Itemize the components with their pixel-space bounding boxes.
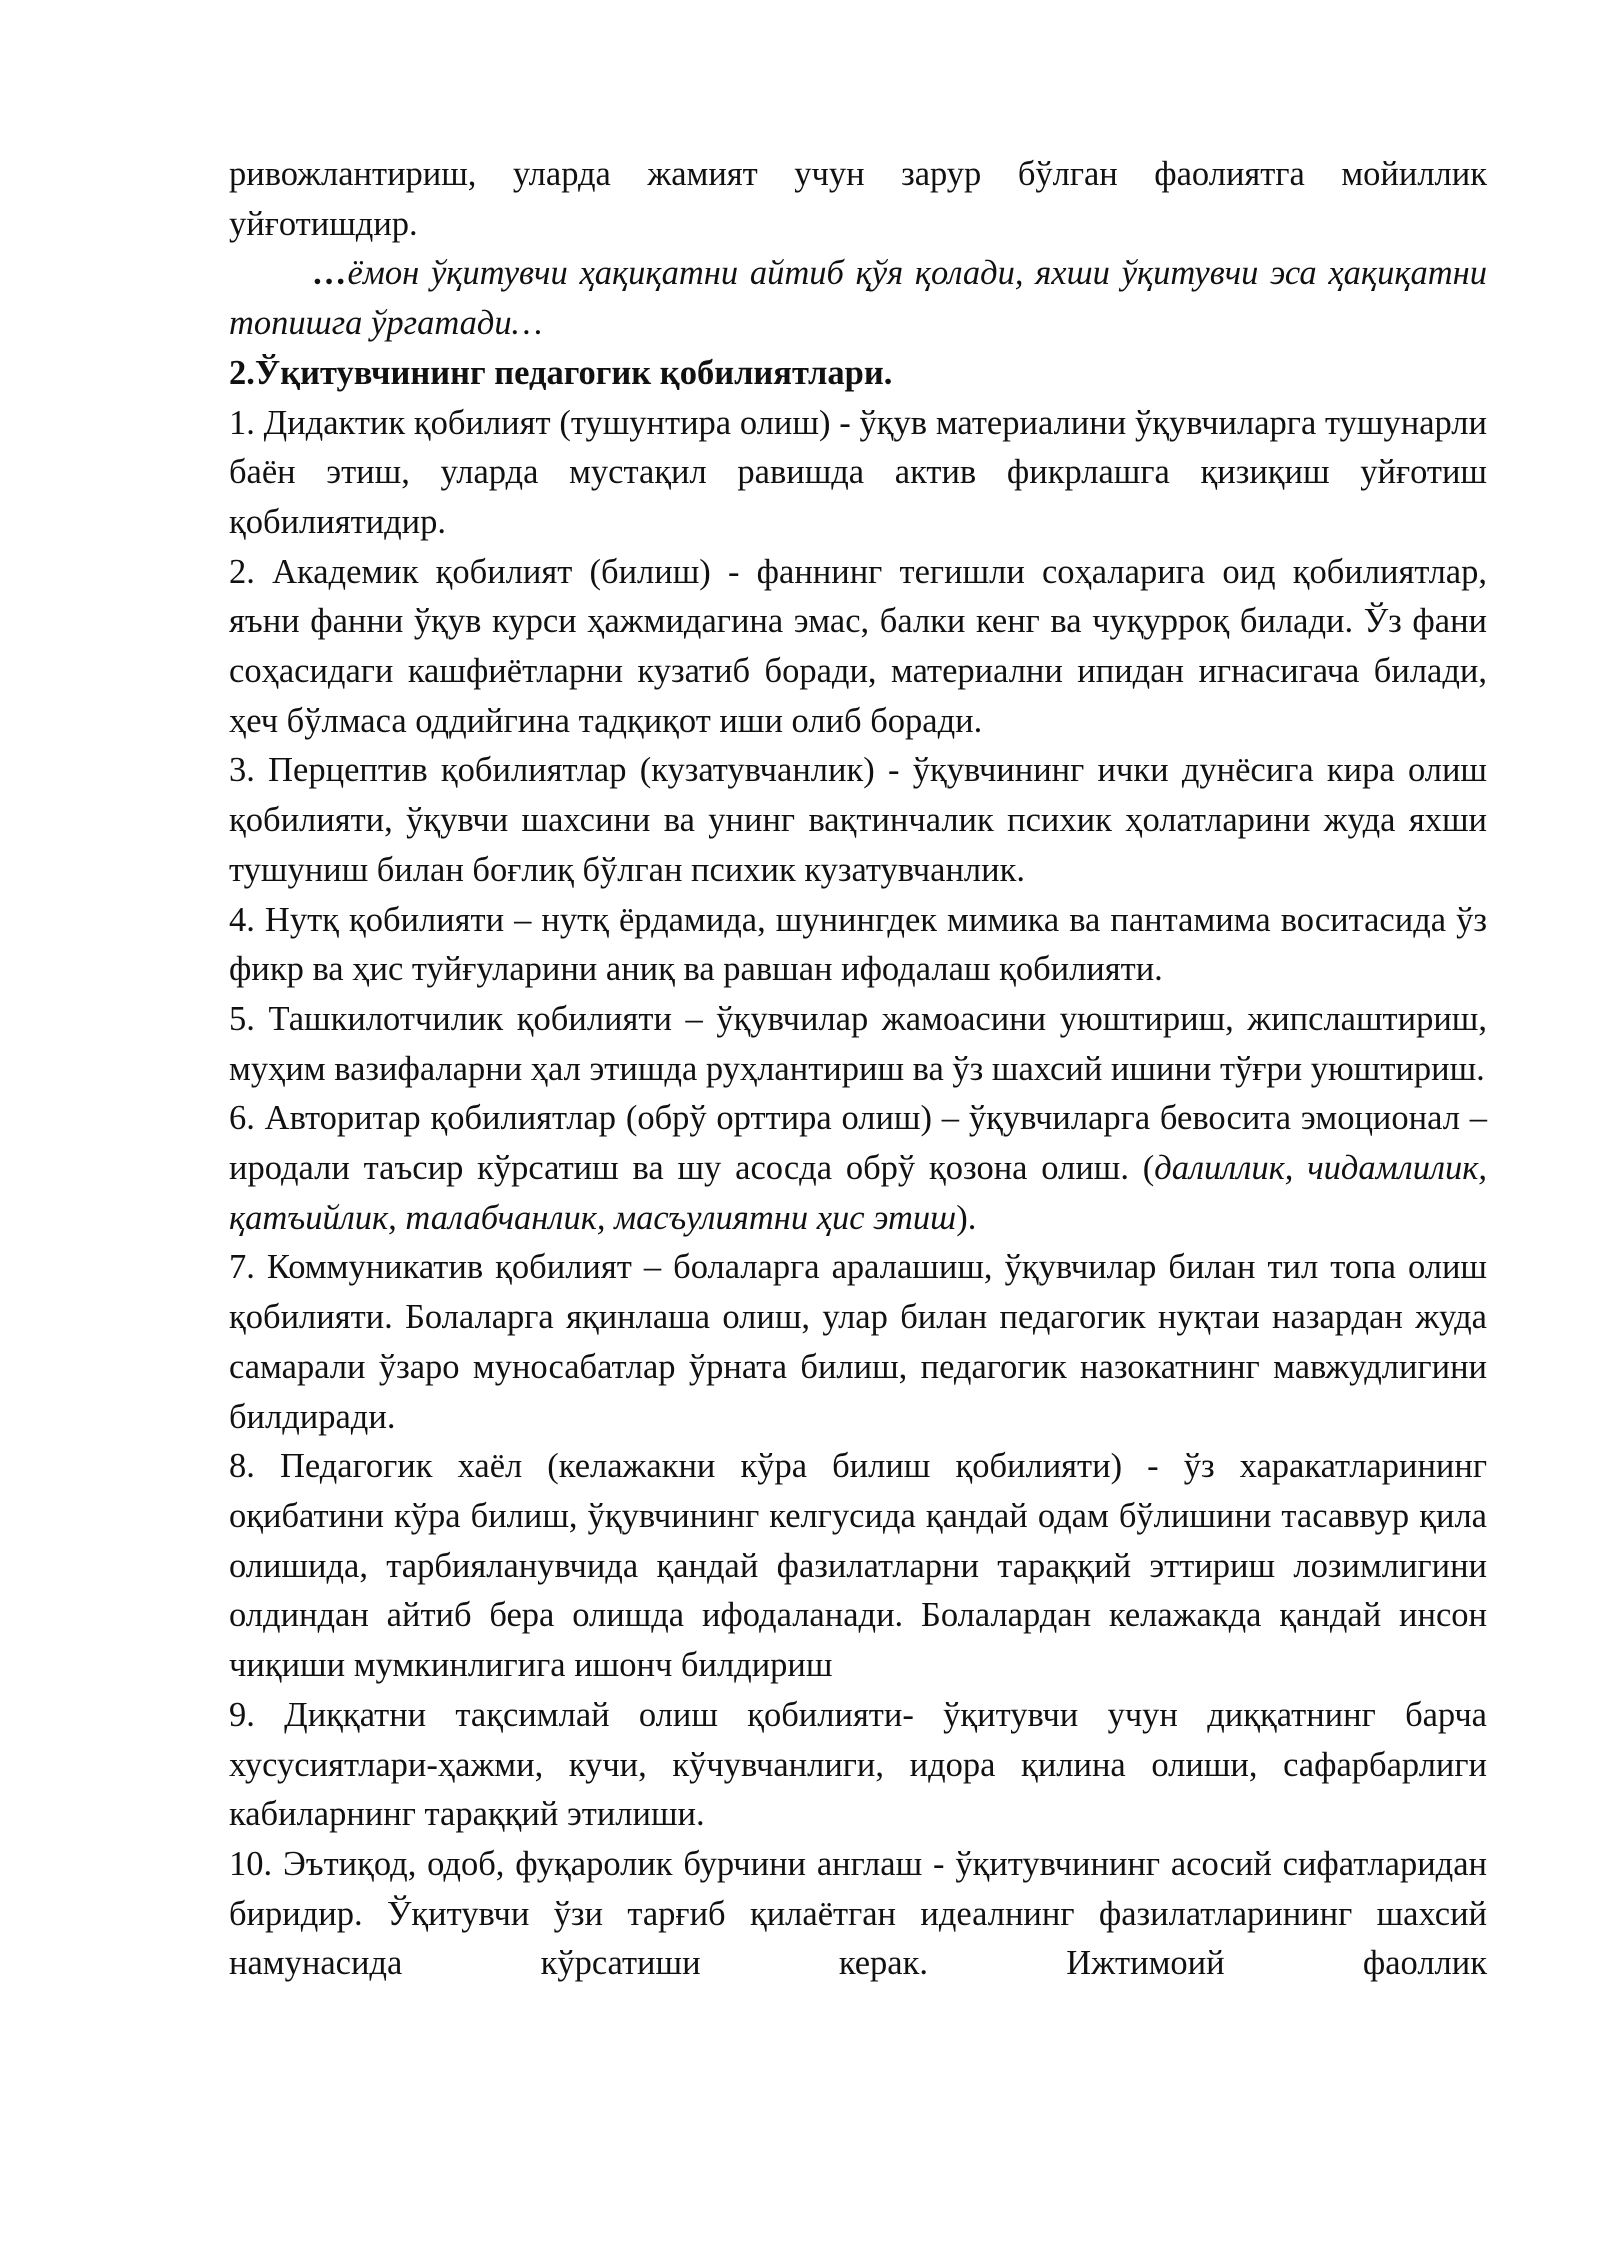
quote-paragraph: [229, 249, 1487, 348]
list-item-5: 5. Ташкилотчилик қобилияти – ўқувчилар жамоасини уюштириш, жипслаштириш, муҳим вазифаларни ҳал этишда руҳлантириш ва ўз шахсий ишини тўғри уюштириш.: [229, 999, 1487, 1088]
list-item-6-italic: далиллик, чидамлилик, қатъийлик, талабчанлик, масъулиятни ҳис этиш: [229, 1149, 1488, 1237]
list-item-4: 4. Нутқ қобилияти – нутқ ёрдамида, шунингдек мимика ва пантамима воситасида ўз фикр ва ҳис туйғуларини аниқ ва равшан ифодалаш қобилияти.: [229, 900, 1487, 989]
list-item-10: 10. Эътиқод, одоб, фуқаролик бурчини англаш - ўқитувчининг асосий сифатларидан биридир. Ўқитувчи ўзи тарғиб қилаётган идеалнинг фазилатларининг шахсий намунасида кўрсатиши керак. Ижтимоий фаоллик: [229, 1844, 1487, 1983]
list-item-6-tail: ).: [956, 1198, 977, 1237]
list-item-8: 8. Педагогик хаёл (келажакни кўра билиш қобилияти) - ўз харакатларининг оқибатини кўра билиш, ўқувчининг келгусида қандай одам бўлишини тасаввур қила олишида, тарбияланувчида қандай фазилатларни тараққий эттириш лозимлигини олдиндан айтиб бера олишда ифодаланади. Болалардан келажакда қандай инсон чиқиши мумкинлигига ишонч билдириш: [229, 1447, 1487, 1685]
section-heading: 2.Ўқитувчининг педагогик қобилиятлари.: [229, 353, 893, 392]
list-item-9: 9. Диққатни тақсимлай олиш қобилияти- ўқитувчи учун диққатнинг барча хусусиятлари-ҳажми, кучи, кўчувчанлиги, идора қилина олиши, сафарбарлиги кабиларнинг тараққий этилиши.: [229, 1695, 1487, 1834]
list-item-1: 1. Дидактик қобилият (тушунтира олиш) - ўқув материалини ўқувчиларга тушунарли баён этиш, уларда мустақил равишда актив фикрлашга қизиқиш уйғотиш қобилиятидир.: [229, 403, 1487, 541]
quote-ellipsis: …: [313, 254, 348, 293]
document-page: [229, 150, 1487, 1989]
list-item-2: 2. Академик қобилият (билиш) - фаннинг тегишли соҳаларига оид қобилиятлар, яъни фанни ўқув курси ҳажмидагина эмас, балки кенг ва чуқурроқ билади. Ўз фани соҳасидаги кашфиётларни кузатиб боради, материални ипидан игнасигача билади, ҳеч бўлмаса оддийгина тадқиқот иши олиб боради.: [229, 552, 1487, 740]
list-item-3: 3. Перцептив қобилиятлар (кузатувчанлик) - ўқувчининг ички дунёсига кира олиш қобилияти, ўқувчи шахсини ва унинг вақтинчалик психик ҳолатларини жуда яхши тушуниш билан боғлиқ бўлган психик кузатувчанлик.: [229, 751, 1487, 889]
list-item-6-text: 6. Авторитар қобилиятлар (обрў орттира олиш) – ўқувчиларга бевосита эмоционал – иродали таъсир кўрсатиш ва шу асосда обрў қозона олиш. (: [229, 1099, 1487, 1188]
intro-paragraph: ривожлантириш, уларда жамият учун зарур бўлган фаолиятга мойиллик уйғотишдир.: [229, 155, 1487, 243]
list-item-6: [229, 1094, 1487, 1243]
quote-text: ёмон ўқитувчи ҳақиқатни айтиб қўя қолади, яхши ўқитувчи эса ҳақиқатни топишга ўргатади…: [229, 254, 1487, 343]
list-item-7: 7. Коммуникатив қобилият – болаларга аралашиш, ўқувчилар билан тил топа олиш қобилияти. Болаларга яқинлаша олиш, улар билан педагогик нуқтаи назардан жуда самарали ўзаро муносабатлар ўрната билиш, педагогик назокатнинг мавжудлигини билдиради.: [229, 1248, 1487, 1436]
